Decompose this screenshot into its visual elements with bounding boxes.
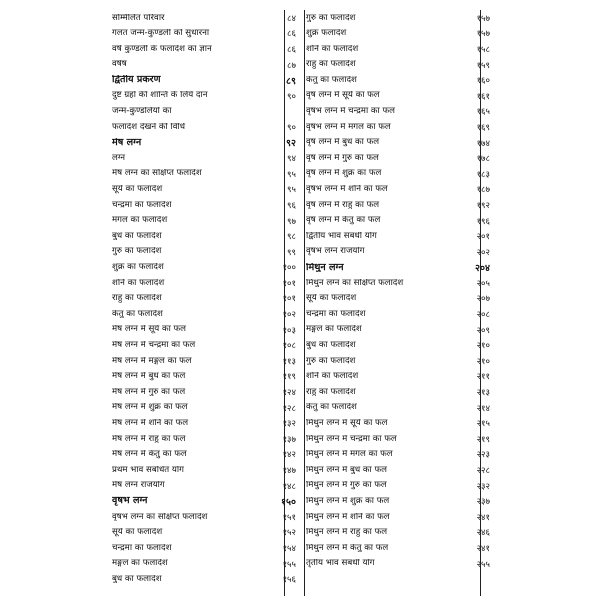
toc-entry	[306, 291, 492, 307]
page-number: ९०	[287, 91, 296, 102]
page-number: १८३	[476, 169, 490, 180]
toc-entry	[306, 182, 492, 198]
page-number: १६१	[476, 91, 490, 102]
entry-title: शनि का फलादेश	[306, 44, 359, 54]
entry-title: वर्ष कुण्डली के फलादेश का ज्ञान	[112, 44, 212, 54]
page-number: २१४	[476, 403, 490, 414]
page-number: ९०	[287, 122, 296, 133]
toc-entry	[112, 306, 298, 322]
entry-title: वृषभ लग्न में शनि का फल	[306, 185, 388, 194]
entry-title: वृषभ लग्न में मंगल का फल	[306, 122, 391, 132]
entry-title: मङ्गल का फलादेश	[112, 559, 168, 568]
page-number: २२३	[476, 450, 490, 461]
page-number: ११३	[282, 356, 296, 367]
entry-title: मिथुन लग्न में गुरु का फल	[306, 481, 387, 490]
entry-title: मेष लग्न राजयोग	[112, 481, 165, 490]
entry-title: शुक्र फलादेश	[306, 29, 347, 38]
entry-title: जन्म-कुण्डलियों का	[112, 107, 172, 116]
entry-title: मिथुन लग्न में केतु का फल	[306, 543, 389, 553]
page-number: १०१	[282, 294, 296, 305]
toc-entry	[306, 26, 492, 42]
page-number: २४१	[476, 512, 490, 523]
entry-title: शनि का फलादेश	[112, 278, 165, 288]
toc-entry	[306, 275, 492, 291]
page-number: २१३	[476, 388, 490, 399]
page-number: १२८	[282, 403, 296, 414]
entry-title: मेष लग्न में चन्द्रमा का फल	[112, 340, 196, 350]
entry-title: बुध का फलादेश	[112, 574, 162, 584]
page-number: ९५	[287, 169, 296, 180]
page-number: १९६	[476, 216, 490, 227]
entry-title: मिथुन लग्न में सूर्य का फल	[306, 418, 388, 428]
page-number: ९४	[287, 154, 296, 165]
entry-title: चन्द्रमा का फलादेश	[112, 200, 172, 210]
entry-title: सूर्य का फलादेश	[112, 185, 163, 194]
page-number: १००	[282, 263, 296, 274]
entry-title: वृष लग्न में गुरु का फल	[306, 153, 379, 163]
page-number: १५१	[282, 512, 296, 523]
entry-title: तृतीय भाव संबंधी योग	[306, 559, 375, 568]
toc-entry	[306, 306, 492, 322]
toc-entry	[306, 556, 492, 572]
entry-title: राहु का फलादेश	[112, 294, 162, 303]
page-number: २१०	[476, 356, 490, 367]
toc-entry	[112, 228, 298, 244]
entry-title: मिथुन लग्न का संक्षिप्त फलादेश	[306, 278, 404, 288]
entry-title: केतु का फलादेश	[112, 309, 163, 319]
toc-entry	[306, 509, 492, 525]
toc-entry	[306, 493, 492, 509]
entry-title: वृष लग्न में सूर्य का फल	[306, 91, 380, 101]
entry-title: लग्न	[112, 153, 126, 163]
toc-entry	[112, 337, 298, 353]
entry-title: वृषभ लग्न का संक्षिप्त फलादेश	[112, 512, 208, 522]
page-number: १५६	[282, 575, 296, 586]
toc-entry	[306, 478, 492, 494]
toc-entry	[112, 182, 298, 198]
entry-title: प्रथम भाव संबंधित योग	[112, 465, 184, 475]
entry-title: मेष लग्न में मङ्गल का फल	[112, 356, 192, 366]
entry-title: चन्द्रमा का फलादेश	[306, 309, 366, 319]
page-number: १५७	[476, 29, 490, 40]
entry-title: केतु का फलादेश	[306, 403, 357, 412]
entry-title: मिथुन लग्न में राहु का फल	[306, 528, 388, 537]
toc-entry	[306, 415, 492, 431]
page-number: १९२	[476, 200, 490, 211]
toc-entry	[112, 213, 298, 229]
entry-title: मिथुन लग्न में बुध का फल	[306, 465, 387, 475]
page-number: २०४	[475, 262, 490, 274]
page-number: २५५	[476, 559, 490, 570]
entry-title: मिथुन लग्न में चन्द्रमा का फल	[306, 434, 397, 444]
entry-title: वृष लग्न में बुध का फल	[306, 138, 380, 147]
toc-entry	[112, 478, 298, 494]
page-number: १०१	[282, 278, 296, 289]
toc-entry	[306, 135, 492, 151]
section-heading	[306, 260, 492, 276]
toc-entry	[112, 260, 298, 276]
page-number: १३२	[282, 419, 296, 430]
toc-entry	[306, 57, 492, 73]
page-number: १५२	[282, 528, 296, 539]
toc-entry	[112, 462, 298, 478]
entry-title: द्वितीय भाव संबंधी योग	[306, 231, 377, 241]
entry-title: मिथुन लग्न में शुक्र का फल	[306, 496, 390, 506]
page-number: ९७	[287, 216, 296, 227]
entry-title: शनि का फलादेश	[306, 372, 359, 381]
toc-entry	[112, 197, 298, 213]
entry-title: द्वितीय प्रकरण	[112, 75, 161, 85]
entry-title: वृष लग्न में केतु का फल	[306, 216, 381, 225]
page-number: २१५	[476, 419, 490, 430]
page-number: २१९	[476, 434, 490, 445]
right-column	[306, 10, 492, 571]
toc-entry	[306, 384, 492, 400]
page-number: २०८	[476, 310, 490, 321]
entry-title: शुक्र का फलादेश	[112, 263, 164, 272]
entry-title: फलादेश देखने की विधि	[112, 122, 185, 132]
page-number: २४१	[476, 543, 490, 554]
toc-entry	[306, 88, 492, 104]
toc-entry	[306, 213, 492, 229]
page-number: १५८	[476, 44, 490, 55]
entry-title: गुरु का फलादेश	[306, 13, 356, 23]
entry-title: मेष लग्न में राहु का फल	[112, 434, 186, 444]
section-heading	[112, 135, 298, 151]
toc-entry	[112, 384, 298, 400]
page-number: ८४	[287, 13, 296, 24]
entry-title: गुरु का फलादेश	[306, 356, 356, 366]
entry-title: मेष लग्न में शनि का फल	[112, 418, 189, 428]
toc-entry	[112, 10, 298, 26]
page-number: २३२	[476, 481, 490, 492]
toc-entry	[306, 72, 492, 88]
page-number: २११	[476, 372, 490, 383]
toc-entry	[112, 291, 298, 307]
table-of-contents	[112, 10, 492, 594]
toc-entry	[306, 197, 492, 213]
toc-entry	[112, 525, 298, 541]
entry-title: मङ्गल का फलादेश	[306, 325, 362, 334]
toc-entry	[112, 322, 298, 338]
toc-entry	[306, 244, 492, 260]
page-number: १७८	[476, 154, 490, 165]
entry-title: मेष लग्न में गुरु का फल	[112, 387, 186, 397]
entry-title: मंगल का फलादेश	[112, 216, 168, 225]
entry-title: वृषभ लग्न	[112, 496, 148, 506]
page-number: ८६	[287, 44, 296, 55]
section-heading	[112, 493, 298, 509]
toc-entry	[306, 353, 492, 369]
page-number: ९८	[287, 232, 296, 243]
page-number: १८७	[476, 185, 490, 196]
entry-title: दुष्ट ग्रहों की शान्ति के लिये दान	[112, 91, 208, 101]
entry-title: चन्द्रमा का फलादेश	[112, 543, 172, 553]
toc-entry	[112, 369, 298, 385]
page-number: ९६	[287, 200, 296, 211]
entry-title: वृष लग्न में राहु का फल	[306, 200, 380, 210]
toc-entry	[306, 322, 492, 338]
toc-entry	[306, 104, 492, 120]
entry-title: गलत जन्म-कुण्डली को सुधारना	[112, 29, 210, 38]
section-heading	[112, 72, 298, 88]
toc-entry	[306, 431, 492, 447]
entry-title: वृषभ लग्न राजयोग	[306, 247, 365, 256]
page-number: २०५	[476, 278, 490, 289]
entry-title: सम्मिलित परिवार	[112, 13, 165, 23]
entry-title: मिथुन लग्न में शनि का फल	[306, 512, 390, 522]
toc-entry	[112, 41, 298, 57]
toc-entry	[306, 228, 492, 244]
entry-title: वृषभ लग्न में चन्द्रमा का फल	[306, 107, 395, 116]
toc-entry	[306, 525, 492, 541]
entry-title: राहु का फलादेश	[306, 387, 356, 397]
page-number: १२४	[282, 388, 296, 399]
entry-title: मेष लग्न का संक्षिप्त फलादेश	[112, 169, 202, 179]
toc-entry	[112, 26, 298, 42]
entry-title: केतु का फलादेश	[306, 75, 357, 85]
toc-entry	[112, 244, 298, 260]
page-number: ८६	[287, 29, 296, 40]
page-number: १६५	[476, 107, 490, 118]
left-column	[112, 10, 298, 587]
entry-title: सूर्य का फलादेश	[112, 528, 163, 537]
entry-title: बुध का फलादेश	[112, 231, 162, 241]
toc-entry	[112, 166, 298, 182]
toc-entry	[306, 540, 492, 556]
page-number: १५९	[476, 60, 490, 71]
page-number: १७४	[476, 138, 490, 149]
entry-title: वृष लग्न में शुक्र का फल	[306, 169, 382, 179]
page-number: २२८	[476, 466, 490, 477]
toc-entry	[112, 353, 298, 369]
page-number: ९९	[287, 247, 296, 258]
toc-entry	[306, 447, 492, 463]
toc-entry	[112, 447, 298, 463]
page-number: १६९	[476, 122, 490, 133]
page-number: १५०	[281, 496, 296, 508]
page-number: २०१	[476, 232, 490, 243]
page-number: १५५	[282, 559, 296, 570]
toc-entry	[306, 369, 492, 385]
page-number: २०२	[476, 247, 490, 258]
toc-entry	[112, 104, 298, 120]
page-number: १५७	[476, 13, 490, 24]
page-number: १४२	[282, 450, 296, 461]
page-number: २४६	[476, 528, 490, 539]
toc-entry	[112, 400, 298, 416]
toc-entry	[306, 10, 492, 26]
entry-title: मेष लग्न में सूर्य का फल	[112, 325, 186, 334]
entry-title: वर्षेष	[112, 60, 127, 69]
column-divider	[304, 10, 305, 596]
toc-entry	[306, 337, 492, 353]
toc-entry	[306, 400, 492, 416]
entry-title: मिथुन लग्न	[306, 262, 344, 273]
page-number: २०७	[476, 294, 490, 305]
toc-entry	[306, 462, 492, 478]
page-number: १६०	[476, 76, 490, 87]
page-number: १३७	[282, 434, 296, 445]
toc-entry	[306, 41, 492, 57]
page-number: १४८	[282, 481, 296, 492]
entry-title: मेष लग्न	[112, 137, 142, 148]
entry-title: राहु का फलादेश	[306, 60, 356, 69]
toc-entry	[112, 540, 298, 556]
toc-entry	[306, 166, 492, 182]
page-number: ९५	[287, 185, 296, 196]
toc-entry	[306, 119, 492, 135]
toc-entry	[112, 275, 298, 291]
toc-entry	[112, 119, 298, 135]
toc-entry	[112, 57, 298, 73]
entry-title: मिथुन लग्न में मंगल का फल	[306, 450, 393, 459]
page-number: २३७	[476, 497, 490, 508]
toc-entry	[112, 88, 298, 104]
toc-entry	[112, 571, 298, 587]
entry-title: सूर्य का फलादेश	[306, 294, 357, 303]
toc-entry	[112, 556, 298, 572]
page-number: १५४	[282, 543, 296, 554]
page-number: ८९	[286, 75, 296, 87]
page-number: २०९	[476, 325, 490, 336]
entry-title: मेष लग्न में केतु का फल	[112, 450, 187, 459]
page-number: १४७	[282, 466, 296, 477]
toc-entry	[112, 509, 298, 525]
toc-entry	[112, 431, 298, 447]
toc-entry	[112, 150, 298, 166]
page-number: १०८	[282, 341, 296, 352]
entry-title: मेष लग्न में शुक्र का फल	[112, 403, 188, 412]
entry-title: गुरु का फलादेश	[112, 247, 162, 256]
page-number: २१०	[476, 341, 490, 352]
page-number: ८७	[287, 60, 296, 71]
page-number: १०२	[282, 310, 296, 321]
page-number: ९२	[286, 138, 296, 150]
toc-entry	[112, 415, 298, 431]
page-number: १०३	[282, 325, 296, 336]
page-number: ११९	[282, 372, 296, 383]
toc-entry	[306, 150, 492, 166]
entry-title: बुध का फलादेश	[306, 340, 356, 350]
entry-title: मेष लग्न में बुध का फल	[112, 372, 186, 381]
